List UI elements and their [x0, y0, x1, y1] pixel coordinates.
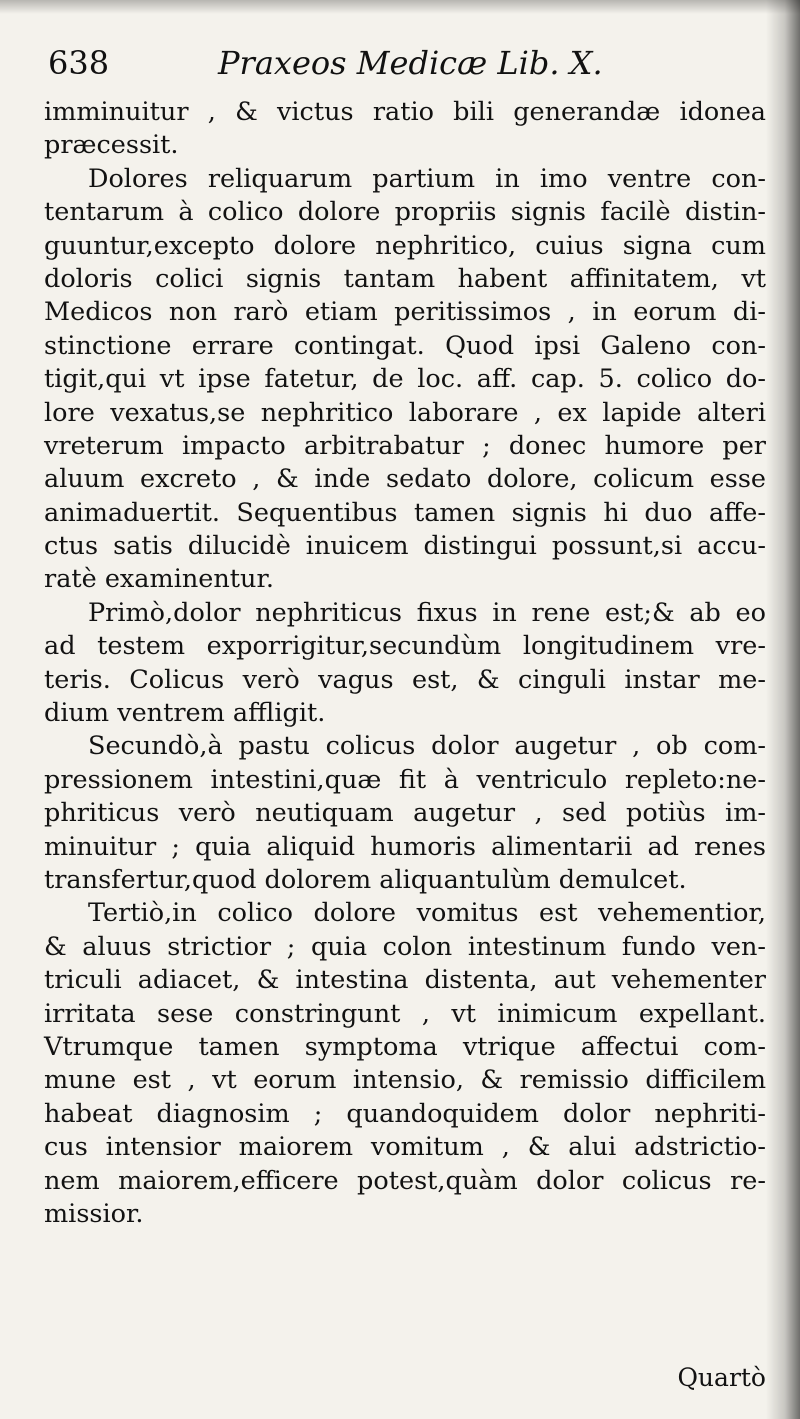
text-line: stinctione errare contingat. Quod ipsi Galeno con-	[44, 330, 766, 361]
catchword: Quartò	[677, 1363, 766, 1392]
text-line: ratè examinentur.	[44, 564, 274, 595]
text-line: Secundò,à pastu colicus dolor augetur , ob com-	[88, 731, 766, 762]
text-line: Tertiò,in colico dolore vomitus est vehementior,	[88, 898, 766, 929]
text-line: guuntur,excepto dolore nephritico, cuius signa cum	[44, 230, 766, 261]
page-number: 638	[48, 44, 110, 82]
top-edge-shadow	[0, 0, 800, 14]
text-line: triculi adiacet, & intestina distenta, aut vehementer	[44, 965, 766, 996]
text-line: teris. Colicus verò vagus est, & cinguli instar me-	[44, 664, 766, 695]
text-line: ctus satis dilucidè inuicem distingui possunt,si accu-	[44, 531, 766, 562]
text-line: imminuitur , & victus ratio bili generandæ idonea	[44, 97, 766, 127]
text-line: pressionem intestini,quæ fit à ventriculo repleto:ne-	[44, 764, 766, 795]
page-header	[48, 40, 748, 86]
text-line: cus intensior maiorem vomitum , & alui adstrictio-	[44, 1132, 766, 1163]
gutter-shadow	[766, 0, 800, 1419]
text-line: missior.	[44, 1198, 144, 1229]
text-line: lore vexatus,se nephritico laborare , ex lapide alteri	[44, 397, 766, 428]
text-line: dium ventrem affligit.	[44, 698, 326, 729]
text-line: irritata sese constringunt , vt inimicum expellant.	[44, 998, 766, 1029]
text-line: transfertur,quod dolorem aliquantulùm demulcet.	[44, 864, 687, 895]
text-line: Vtrumque tamen symptoma vtrique affectui com-	[44, 1031, 766, 1062]
running-head: Praxeos Medicæ Lib. X.	[218, 44, 603, 82]
text-line: vreterum impacto arbitrabatur ; donec humore per	[44, 430, 766, 461]
body-text	[44, 96, 766, 1231]
text-line: animaduertit. Sequentibus tamen signis hi duo affe-	[44, 497, 766, 528]
text-line: minuitur ; quia aliquid humoris alimentarii ad renes	[44, 831, 766, 862]
text-line: nem maiorem,efficere potest,quàm dolor colicus re-	[44, 1165, 766, 1196]
text-line: præcessit.	[44, 130, 179, 161]
text-line: phriticus verò neutiquam augetur , sed potiùs im-	[44, 798, 766, 829]
text-line: aluum excreto , & inde sedato dolore, colicum esse	[44, 464, 766, 495]
text-line: tentarum à colico dolore propriis signis facilè distin-	[44, 197, 766, 228]
text-line: mune est , vt eorum intensio, & remissio difficilem	[44, 1065, 766, 1096]
text-line: Dolores reliquarum partium in imo ventre con-	[88, 163, 766, 194]
text-line: Primò,dolor nephriticus fixus in rene est;& ab eo	[88, 597, 766, 628]
text-line: habeat diagnosim ; quandoquidem dolor nephriti-	[44, 1098, 766, 1129]
text-line: Medicos non rarò etiam peritissimos , in eorum di-	[44, 297, 766, 328]
text-line: doloris colici signis tantam habent affinitatem, vt	[44, 263, 766, 294]
text-line: tigit,qui vt ipse fatetur, de loc. aff. cap. 5. colico do-	[44, 364, 766, 395]
text-line: & aluus strictior ; quia colon intestinum fundo ven-	[44, 931, 766, 962]
text-line: ad testem exporrigitur,secundùm longitudinem vre-	[44, 631, 766, 662]
